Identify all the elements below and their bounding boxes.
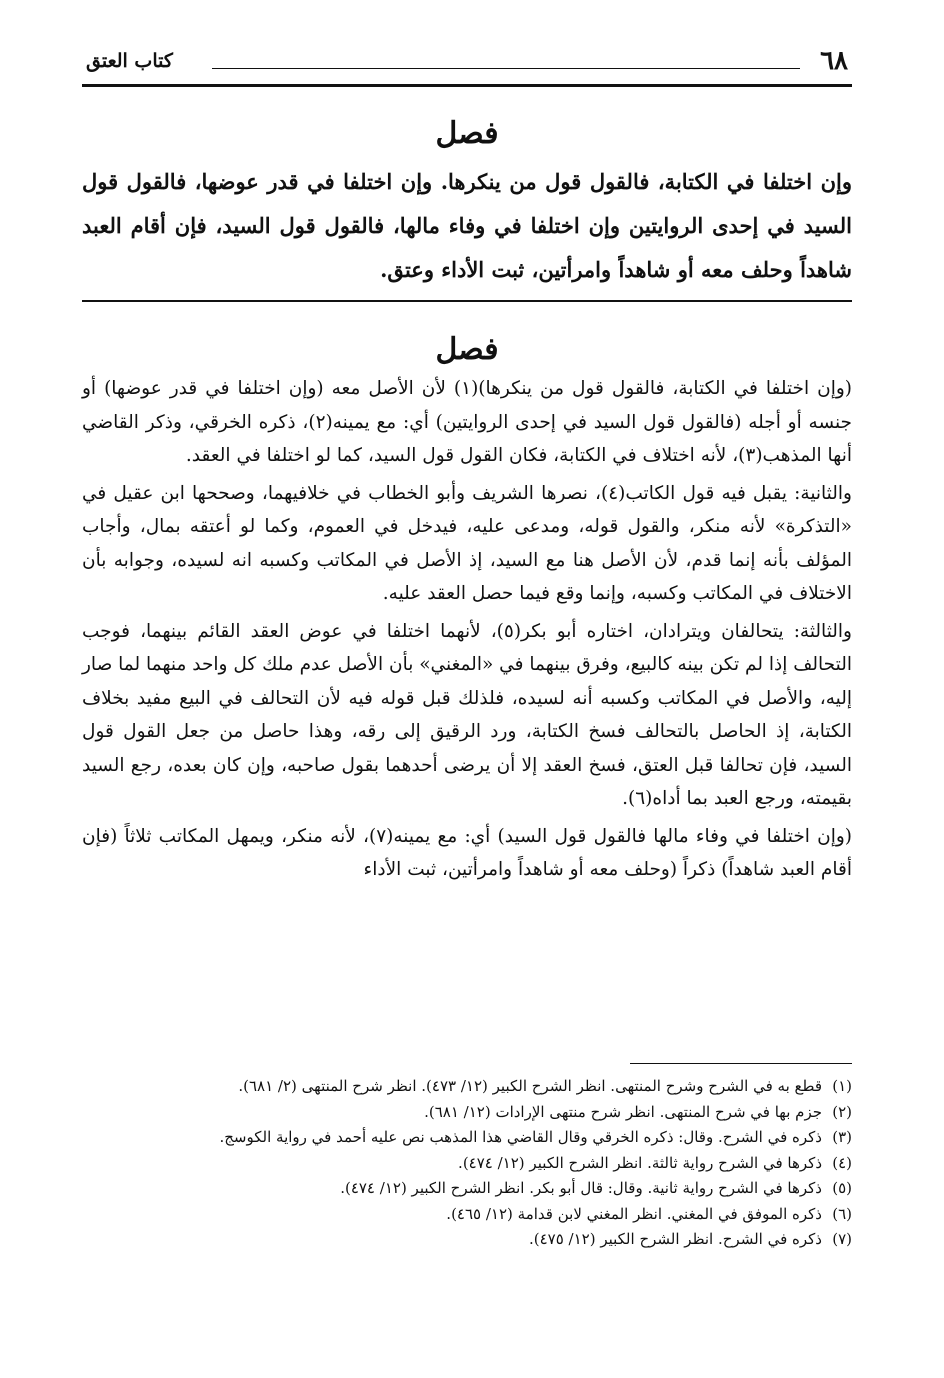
footnote-text: قطع به في الشرح وشرح المنتهى. انظر الشرح الكبير (١٢/ ٤٧٣). انظر شرح المنتهى (٢/ ٦٨١).	[238, 1077, 822, 1095]
header-rule	[212, 68, 800, 69]
footnote-text: ذكرها في الشرح رواية ثالثة. انظر الشرح الكبير (١٢/ ٤٧٤).	[458, 1153, 822, 1172]
matn-paragraph: وإن اختلفا في الكتابة، فالقول قول من ينكرها. وإن اختلفا في قدر عوضها، فالقول قول السيد في إحدى الروايتين وإن اختلفا في وفاء مالها، فالقول قول السيد، فإن أقام العبد شاهداً وحلف معه أو شاهداً وامرأتين، ثبت الأداء وعتق.	[82, 169, 852, 282]
section-title-2: فصل	[435, 332, 499, 367]
footnote-7	[82, 1227, 852, 1253]
footnote-number: (١)	[832, 1077, 852, 1095]
footnote-text: ذكره الموفق في المغني. انظر المغني لابن قدامة (١٢/ ٤٦٥).	[446, 1204, 822, 1223]
footnote-number: (٣)	[832, 1128, 852, 1146]
matn-text	[82, 160, 852, 292]
section-title-1: فصل	[435, 116, 499, 151]
footnote-text: ذكره في الشرح. وقال: ذكره الخرقي وقال القاضي هذا المذهب نص عليه أحمد في رواية الكوسج.	[219, 1128, 822, 1146]
footnote-6	[82, 1202, 852, 1228]
footnote-number: (٧)	[832, 1230, 852, 1248]
footnote-text: ذكره في الشرح. انظر الشرح الكبير (١٢/ ٤٧٥).	[528, 1230, 822, 1248]
footnote-rule	[630, 1063, 852, 1064]
sharh-paragraph-1: (وإن اختلفا في الكتابة، فالقول قول من ينكرها)(١) لأن الأصل معه (وإن اختلفا في قدر عوضها) أو جنسه أو أجله (فالقول قول السيد في إحدى الروايتين) أي: مع يمينه(٢)، ذكره الخرقي، وذكر القاضي أنها المذهب(٣)، لأنه اختلاف في الكتابة، فكان القول قول السيد، كما لو اختلفا في العقد.	[82, 378, 853, 466]
footnote-number: (٢)	[832, 1102, 852, 1121]
footnote-4	[82, 1151, 852, 1177]
footnotes	[82, 1074, 852, 1253]
footnote-text: جزم بها في شرح المنتهى. انظر شرح منتهى الإرادات (١٢/ ٦٨١).	[424, 1102, 822, 1121]
page-header	[82, 44, 852, 87]
sharh-paragraph-2: والثانية: يقبل فيه قول الكاتب(٤)، نصرها الشريف وأبو الخطاب في خلافيهما، وصححها ابن عقيل في «التذكرة» لأنه منكر، والقول قوله، ومدعى عليه، فيدخل في العموم، وكما لو أعتقه بمال، وأجاب المؤلف بأنه إنما قدم، لأن الأصل هنا مع السيد، إذ الأصل في المكاتب وكسبه انه لسيده، وجوابه بأن الاختلاف في المكاتب وكسبه، وإنما وقع فيما حصل العقد عليه.	[82, 482, 852, 604]
footnote-number: (٦)	[832, 1204, 852, 1223]
sharh-paragraph-4: (وإن اختلفا في وفاء مالها فالقول قول السيد) أي: مع يمينه(٧)، لأنه منكر، ويمهل المكاتب ثلاثاً (فإن أقام العبد شاهداً) ذكراً (وحلف معه أو شاهداً وامرأتين، ثبت الأداء	[82, 825, 852, 880]
footnote-3	[82, 1125, 852, 1151]
footnote-1	[82, 1074, 852, 1100]
page-number: ٦٨	[820, 46, 848, 76]
section-separator	[82, 300, 852, 302]
running-title: كتاب العتق	[86, 50, 173, 72]
footnote-text: ذكرها في الشرح رواية ثانية. وقال: قال أبو بكر. انظر الشرح الكبير (١٢/ ٤٧٤).	[340, 1179, 822, 1197]
footnote-2	[82, 1100, 852, 1126]
footnote-number: (٤)	[832, 1153, 852, 1172]
footnote-5	[82, 1176, 852, 1202]
footnote-number: (٥)	[832, 1179, 852, 1197]
sharh-text	[82, 372, 852, 891]
sharh-paragraph-3: والثالثة: يتحالفان ويترادان، اختاره أبو بكر(٥)، لأنهما اختلفا في عوض العقد القائم بينهما، فوجب التحالف إذا لم تكن بينه كالبيع، وفرق بينهما في «المغني» بأن الأصل عدم ملك كل واحد منهما لما صار إليه، والأصل في المكاتب وكسبه أنه لسيده، فلذلك قبل قوله فيه لأن التحالف في البيع مفيد بخلاف الكتابة، إذ الحاصل بالتحالف فسخ الكتابة، ورد الرقيق إلى رقه، وهذا حاصل من جعل القول قول السيد، فإن تحالفا قبل العتق، فسخ العقد إلا أن يرضى أحدهما بقول صاحبه، وإن كان بعده، رجع السيد بقيمته، ورجع العبد بما أداه(٦).	[82, 620, 852, 809]
